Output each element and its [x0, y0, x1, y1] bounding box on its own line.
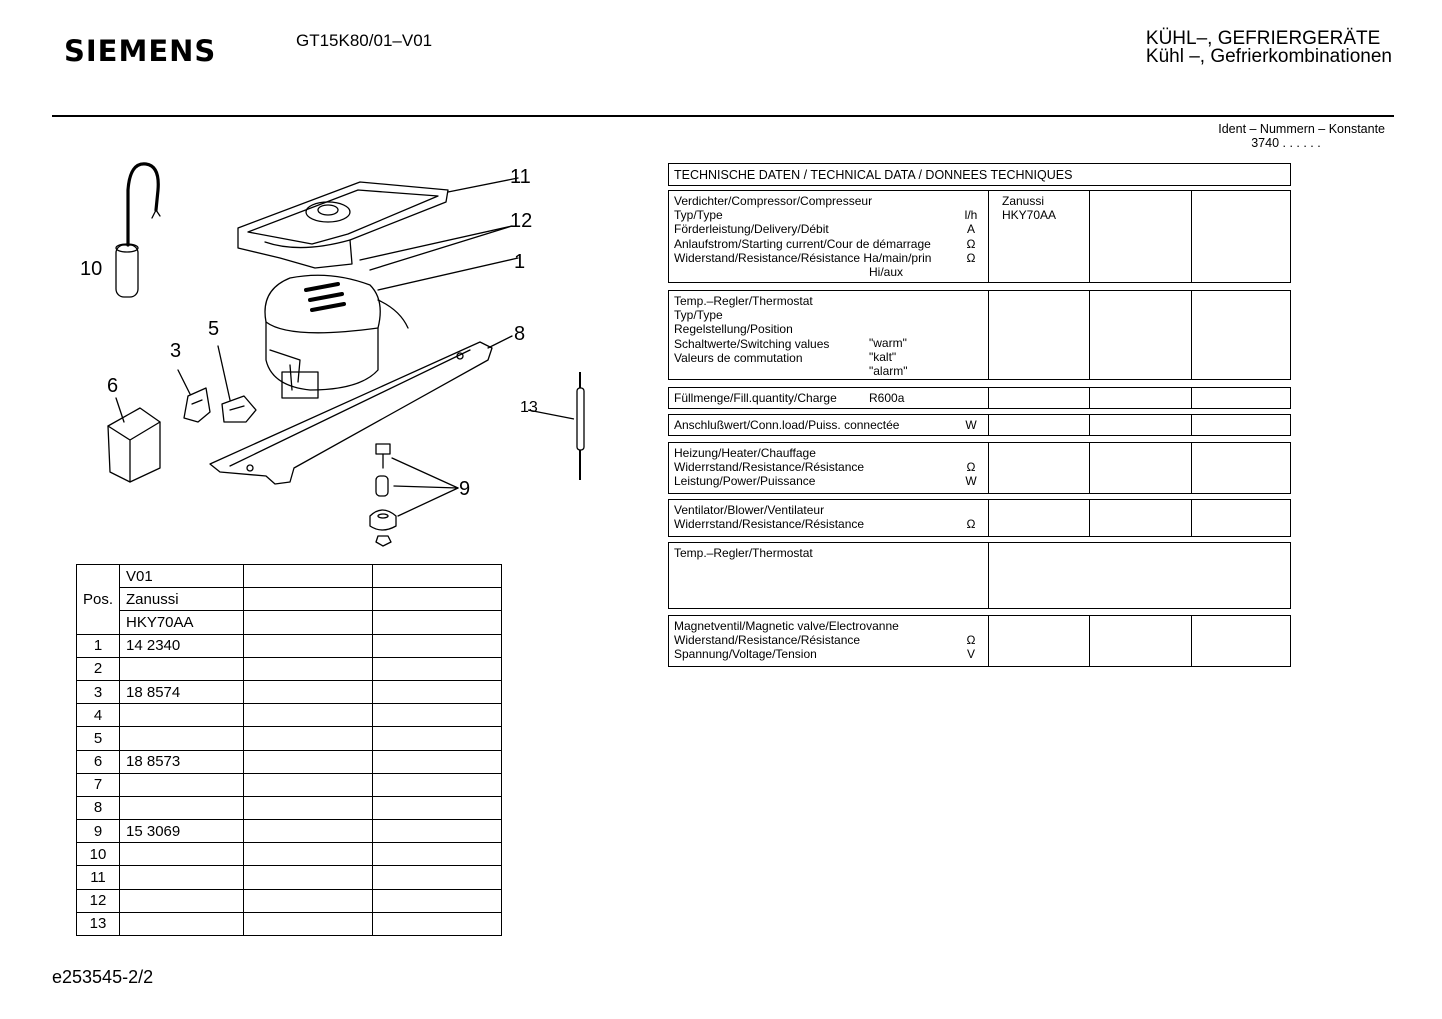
part-number-cell	[120, 912, 244, 935]
variant-cell: V01	[120, 565, 244, 588]
tech-data-title-box	[668, 163, 1291, 186]
pos-cell: 6	[77, 750, 120, 773]
callout-12: 12	[510, 210, 533, 232]
parts-header-row	[77, 611, 502, 634]
part-number-cell	[120, 704, 244, 727]
callout-3: 3	[170, 340, 182, 362]
compressor-labels: Verdichter/Compressor/Compresseur Typ/Type Förderleistung/Delivery/Débit Anlaufstrom/Starting current/Cour de démarrage Widerstand/Resistance/Résistance Ha/main/prin Hi/aux	[674, 194, 932, 280]
pos-cell: 12	[77, 889, 120, 912]
table-row	[77, 796, 502, 819]
table-row	[77, 657, 502, 680]
part-3-relay	[178, 370, 210, 422]
type-cell: HKY70AA	[120, 611, 244, 634]
callout-12-leader-a	[370, 226, 512, 270]
tech-thermostat-box	[668, 290, 1291, 380]
callout-13: 13	[520, 399, 538, 416]
part-number-cell: 15 3069	[120, 820, 244, 843]
table-row	[77, 704, 502, 727]
callout-11: 11	[510, 166, 531, 188]
table-row	[77, 750, 502, 773]
table-row	[77, 680, 502, 703]
part-number-cell: 18 8574	[120, 680, 244, 703]
category	[1146, 30, 1392, 66]
table-row	[77, 820, 502, 843]
category-line-1: KÜHL–, GEFRIERGERÄTE	[1145, 28, 1381, 49]
tech-valve-box: Magnetventil/Magnetic valve/Electrovanne Widerstand/Resistance/Résistance Spannung/Voltage/Tension Ω V	[668, 615, 1291, 667]
pos-cell: 8	[77, 796, 120, 819]
pos-cell: 5	[77, 727, 120, 750]
table-row	[77, 843, 502, 866]
pos-cell: 1	[77, 634, 120, 657]
document-id: e253545-2/2	[52, 967, 154, 987]
callout-9: 9	[459, 478, 471, 500]
ident-block	[1218, 122, 1385, 150]
callout-6: 6	[107, 375, 119, 397]
tech-thermostat2-box: Temp.–Regler/Thermostat	[668, 542, 1291, 609]
pos-cell: 2	[77, 657, 120, 680]
part-number-cell	[120, 866, 244, 889]
tech-heater-box: Heizung/Heater/Chauffage Widerrstand/Resistance/Résistance Leistung/Power/Puissance Ω W	[668, 442, 1291, 494]
part-9-fasteners	[370, 444, 458, 546]
pos-cell: 7	[77, 773, 120, 796]
part-number-cell: 18 8573	[120, 750, 244, 773]
header-rule	[52, 115, 1394, 117]
tech-charge-box: Füllmenge/Fill.quantity/Charge R600a	[668, 387, 1291, 409]
table-row	[77, 866, 502, 889]
exploded-parts-diagram	[60, 150, 560, 555]
tech-compressor-box	[668, 190, 1291, 283]
pos-cell: 13	[77, 912, 120, 935]
pos-cell: 10	[77, 843, 120, 866]
part-number-cell	[120, 773, 244, 796]
callout-8: 8	[514, 323, 526, 345]
pos-cell: 11	[77, 866, 120, 889]
thermostat-labels: Temp.–Regler/Thermostat Typ/Type Regelstellung/Position Schaltwerte/Switching values Valeurs de commutation	[674, 294, 830, 365]
part-number-cell	[120, 843, 244, 866]
model-number: GT15K80/01–V01	[296, 31, 433, 50]
thermostat-states: "warm" "kalt" "alarm"	[869, 336, 908, 379]
callout-5: 5	[208, 318, 220, 340]
table-row	[77, 727, 502, 750]
parts-header-row	[77, 565, 502, 588]
part-11-tray	[238, 178, 518, 268]
part-5-overload	[218, 346, 256, 422]
brand-logo: SIEMENS	[64, 34, 217, 68]
tech-conn-load-box: Anschlußwert/Conn.load/Puiss. connectée W	[668, 414, 1291, 436]
table-row	[77, 634, 502, 657]
table-row	[77, 773, 502, 796]
ident-value: 3740 . . . . . .	[1251, 136, 1321, 150]
pos-header: Pos.	[77, 565, 120, 635]
part-number-cell	[120, 796, 244, 819]
tech-fan-box: Ventilator/Blower/Ventilateur Widerrstand/Resistance/Résistance Ω	[668, 499, 1291, 537]
compressor-values: Zanussi HKY70AA	[1002, 194, 1057, 223]
category-line-2: Kühl –, Gefrierkombinationen	[1145, 46, 1392, 67]
callout-1: 1	[514, 251, 526, 273]
part-6-cover	[108, 398, 160, 482]
table-row	[77, 912, 502, 935]
tech-data-title: TECHNISCHE DATEN / TECHNICAL DATA / DONNEES TECHNIQUES	[674, 168, 1073, 182]
part-number-cell	[120, 727, 244, 750]
callout-10: 10	[80, 258, 103, 280]
parts-table	[76, 564, 502, 936]
pos-cell: 4	[77, 704, 120, 727]
ident-label: Ident – Nummern – Konstante	[1218, 122, 1385, 136]
part-13-drier-drawing	[528, 370, 598, 485]
table-row	[77, 889, 502, 912]
parts-header-row	[77, 588, 502, 611]
part-number-cell	[120, 657, 244, 680]
callout-12-leader-b	[360, 226, 512, 260]
part-10-capacitor	[116, 164, 160, 297]
manufacturer-cell: Zanussi	[120, 588, 244, 611]
part-1-compressor	[265, 258, 518, 398]
pos-cell: 3	[77, 680, 120, 703]
compressor-units: l/h A Ω Ω	[964, 208, 978, 265]
part-number-cell	[120, 889, 244, 912]
pos-cell: 9	[77, 820, 120, 843]
part-number-cell: 14 2340	[120, 634, 244, 657]
charge-value: R600a	[869, 391, 905, 405]
